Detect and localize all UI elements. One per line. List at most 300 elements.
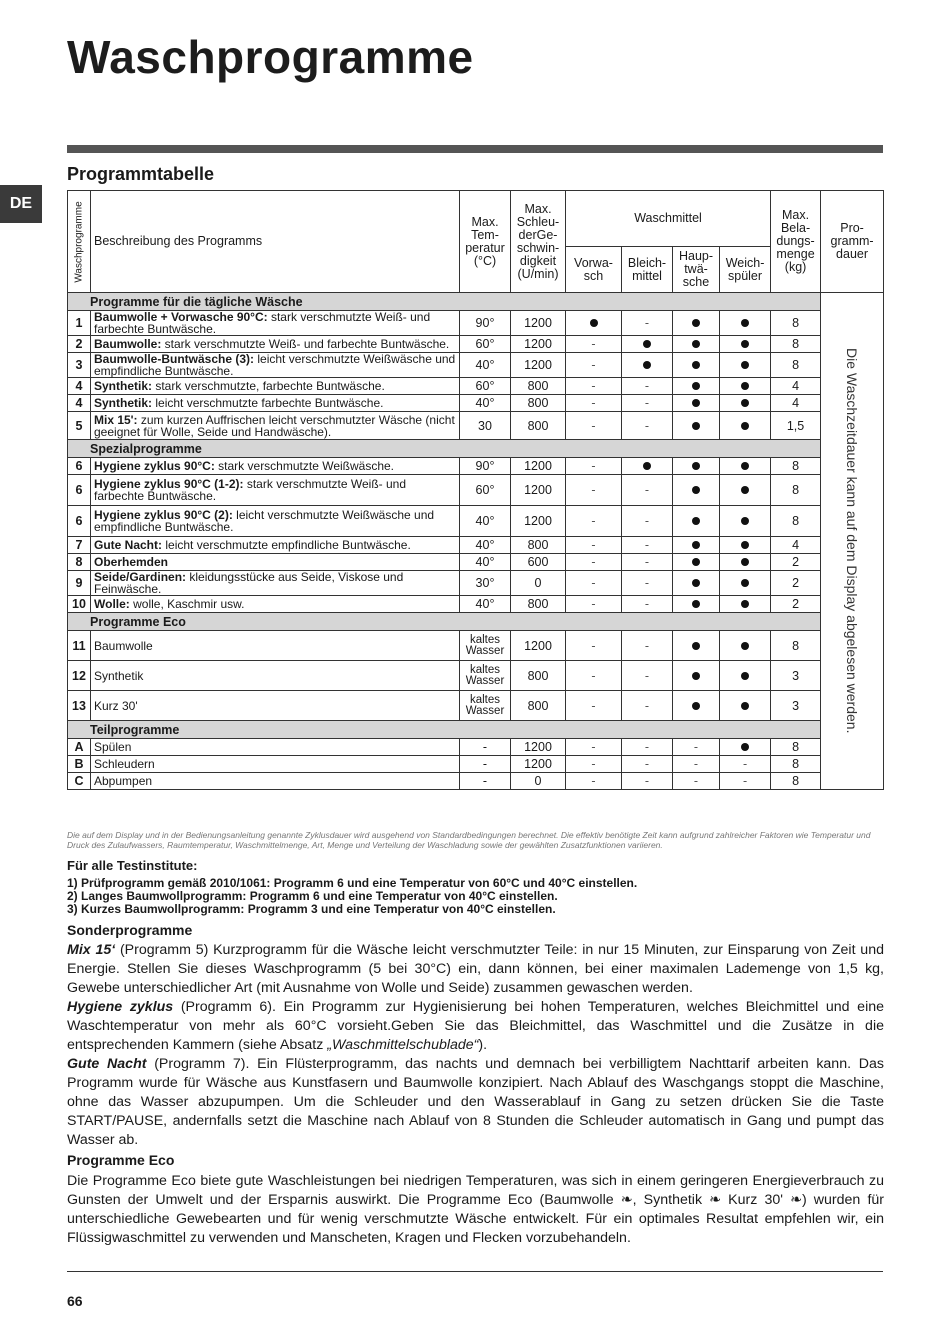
program-number: 7 — [68, 537, 91, 554]
filled-dot-icon — [692, 486, 700, 494]
load-cell: 8 — [771, 353, 821, 378]
page-number: 66 — [67, 1293, 83, 1309]
bleich-cell — [622, 661, 673, 691]
bleich-cell — [622, 631, 673, 661]
bleich-cell — [622, 506, 673, 537]
table-row — [68, 691, 884, 721]
program-number: 12 — [68, 661, 91, 691]
program-number: B — [68, 756, 91, 773]
temperature-cell: 40° — [460, 596, 511, 613]
program-description: Baumwolle-Buntwäsche (3): leicht verschmutzte Weißwäsche und empfindliche Buntwäsche. — [91, 353, 460, 378]
load-cell: 8 — [771, 311, 821, 336]
load-cell: 2 — [771, 596, 821, 613]
table-title: Programmtabelle — [67, 164, 215, 184]
temperature-cell: 40° — [460, 537, 511, 554]
spin-speed-cell: 0 — [511, 571, 566, 596]
filled-dot-icon — [692, 462, 700, 470]
spin-speed-cell: 1200 — [511, 336, 566, 353]
section-row — [68, 440, 884, 458]
dash-symbol: - — [742, 774, 748, 788]
dash-symbol: - — [591, 418, 596, 433]
test-item: 3) Kurzes Baumwollprogramm: Programm 3 und eine Temperatur von 40°C einstellen. — [67, 902, 556, 916]
bleich-cell — [622, 311, 673, 336]
program-number: A — [68, 739, 91, 756]
filled-dot-icon — [741, 382, 749, 390]
section-title: Teilprogramme — [68, 721, 821, 739]
filled-dot-icon — [692, 600, 700, 608]
top-divider — [67, 145, 883, 153]
vorwasch-cell — [566, 336, 622, 353]
load-cell: 2 — [771, 571, 821, 596]
vorwasch-cell — [566, 596, 622, 613]
dash-symbol: - — [591, 483, 596, 497]
temperature-cell: kaltes Wasser — [460, 691, 511, 721]
filled-dot-icon — [741, 558, 749, 566]
col-header-description: Beschreibung des Programms — [91, 191, 460, 293]
program-description: Synthetik — [91, 661, 460, 691]
table-row — [68, 631, 884, 661]
dash-symbol: - — [644, 774, 650, 788]
section-row — [68, 293, 884, 311]
temperature-cell: kaltes Wasser — [460, 661, 511, 691]
program-number: 6 — [68, 506, 91, 537]
table-row — [68, 596, 884, 613]
program-number: 3 — [68, 353, 91, 378]
vorwasch-cell — [566, 739, 622, 756]
dash-symbol: - — [644, 668, 650, 683]
load-cell: 3 — [771, 661, 821, 691]
bleich-cell — [622, 756, 673, 773]
dash-symbol: - — [591, 459, 596, 473]
filled-dot-icon — [692, 672, 700, 680]
dash-symbol: - — [591, 638, 596, 653]
temperature-cell: - — [460, 739, 511, 756]
load-cell: 8 — [771, 773, 821, 790]
bleich-cell — [622, 395, 673, 412]
program-number: C — [68, 773, 91, 790]
filled-dot-icon — [692, 558, 700, 566]
test-institutes-list — [67, 877, 637, 916]
weich-cell — [720, 571, 771, 596]
program-number: 10 — [68, 596, 91, 613]
filled-dot-icon — [692, 422, 700, 430]
eco-programs-heading: Programme Eco — [67, 1152, 175, 1168]
filled-dot-icon — [741, 642, 749, 650]
table-row — [68, 537, 884, 554]
program-description: Mix 15': zum kurzen Auffrischen leicht verschmutzter Wäsche (nicht geeignet für Wolle, Seide und Handwäsche). — [91, 412, 460, 440]
filled-dot-icon — [692, 702, 700, 710]
test-item: 2) Langes Baumwollprogramm: Programm 6 und eine Temperatur von 40°C einstellen. — [67, 889, 558, 903]
program-description: Hygiene zyklus 90°C (2): leicht verschmutzte Weißwäsche und empfindliche Buntwäsche. — [91, 506, 460, 537]
bleich-cell — [622, 691, 673, 721]
spin-speed-cell: 1200 — [511, 458, 566, 475]
filled-dot-icon — [741, 672, 749, 680]
program-description: Spülen — [91, 739, 460, 756]
dash-symbol: - — [644, 483, 650, 497]
filled-dot-icon — [590, 319, 598, 327]
program-description: Synthetik: stark verschmutzte, farbechte Buntwäsche. — [91, 378, 460, 395]
spin-speed-cell: 800 — [511, 412, 566, 440]
program-number: 8 — [68, 554, 91, 571]
program-description: Oberhemden — [91, 554, 460, 571]
weich-cell — [720, 554, 771, 571]
bleich-cell — [622, 596, 673, 613]
vorwasch-cell — [566, 475, 622, 506]
eco-leaf-icon: ❧ — [709, 1192, 722, 1208]
weich-cell — [720, 596, 771, 613]
eco-leaf-icon: ❧ — [790, 1192, 802, 1208]
filled-dot-icon — [741, 579, 749, 587]
spin-speed-cell: 800 — [511, 537, 566, 554]
table-row — [68, 661, 884, 691]
section-title: Programme für die tägliche Wäsche — [68, 293, 821, 311]
bleich-cell — [622, 475, 673, 506]
special-programs-heading: Sonderprogramme — [67, 922, 193, 938]
col-header-prewash: Vorwa-sch — [566, 247, 622, 293]
temperature-cell: 40° — [460, 506, 511, 537]
spin-speed-cell: 1200 — [511, 739, 566, 756]
spin-speed-cell: 800 — [511, 395, 566, 412]
dash-symbol: - — [591, 337, 596, 351]
spin-speed-cell: 1200 — [511, 506, 566, 537]
dash-symbol: - — [644, 698, 650, 713]
dash-symbol: - — [644, 316, 650, 330]
haupt-cell — [673, 739, 720, 756]
section-title: Programme Eco — [68, 613, 821, 631]
table-row — [68, 336, 884, 353]
haupt-cell — [673, 336, 720, 353]
weich-cell — [720, 311, 771, 336]
program-description: Abpumpen — [91, 773, 460, 790]
table-row — [68, 571, 884, 596]
filled-dot-icon — [741, 319, 749, 327]
test-item: 1) Prüfprogramm gemäß 2010/1061: Programm 6 und eine Temperatur von 60°C und 40°C einstellen. — [67, 876, 638, 890]
vorwasch-cell — [566, 537, 622, 554]
temperature-cell: 40° — [460, 554, 511, 571]
spin-speed-cell: 800 — [511, 378, 566, 395]
haupt-cell — [673, 571, 720, 596]
vorwasch-cell — [566, 661, 622, 691]
table-row — [68, 311, 884, 336]
weich-cell — [720, 378, 771, 395]
program-number: 6 — [68, 475, 91, 506]
program-description: Baumwolle + Vorwasche 90°C: stark verschmutzte Weiß- und farbechte Buntwäsche. — [91, 311, 460, 336]
vorwasch-cell — [566, 378, 622, 395]
table-row — [68, 739, 884, 756]
filled-dot-icon — [692, 340, 700, 348]
program-number: 1 — [68, 311, 91, 336]
dash-symbol: - — [591, 379, 596, 393]
temperature-cell: kaltes Wasser — [460, 631, 511, 661]
dash-symbol: - — [644, 379, 650, 393]
haupt-cell — [673, 311, 720, 336]
vorwasch-cell — [566, 506, 622, 537]
filled-dot-icon — [741, 541, 749, 549]
section-row — [68, 613, 884, 631]
dash-symbol: - — [591, 555, 596, 569]
dash-symbol: - — [591, 740, 596, 754]
temperature-cell: 40° — [460, 353, 511, 378]
paragraph-hygiene: Hygiene zyklus (Programm 6). Ein Programm zur Hygienisierung bei hohen Temperaturen, welches Bleichmittel und eine Waschtemperatur von mehr als 60°C vorsieht.Geben Sie das Bleichmittel, das Waschmittel und die Zusätze in die entsprechenden Kammern (siehe Absatz „Waschmittelschublade“). — [67, 999, 885, 1053]
dash-symbol: - — [644, 418, 650, 433]
table-row — [68, 756, 884, 773]
dash-symbol: - — [644, 740, 650, 754]
program-description: Baumwolle: stark verschmutzte Weiß- und farbechte Buntwäsche. — [91, 336, 460, 353]
load-cell: 8 — [771, 739, 821, 756]
dash-symbol: - — [591, 698, 596, 713]
dash-symbol: - — [591, 774, 596, 788]
bleich-cell — [622, 353, 673, 378]
duration-note-cell — [821, 293, 884, 790]
spin-speed-cell: 1200 — [511, 353, 566, 378]
temperature-cell: - — [460, 756, 511, 773]
bleich-cell — [622, 571, 673, 596]
vorwasch-cell — [566, 571, 622, 596]
temperature-cell: 60° — [460, 378, 511, 395]
table-row — [68, 378, 884, 395]
load-cell: 8 — [771, 475, 821, 506]
filled-dot-icon — [643, 361, 651, 369]
bleich-cell — [622, 537, 673, 554]
weich-cell — [720, 506, 771, 537]
spin-speed-cell: 0 — [511, 773, 566, 790]
vorwasch-cell — [566, 395, 622, 412]
dash-symbol: - — [591, 576, 596, 590]
filled-dot-icon — [692, 361, 700, 369]
dash-symbol: - — [742, 757, 748, 771]
paragraph-gute-nacht: Gute Nacht (Programm 7). Ein Flüsterprogramm, das nachts und demnach bei verbilligtem Nachttarif arbeiten kann. Das Programm wurde für Wäsche aus Kunstfasern und Baumwolle konzipiert. Nach Ablauf des Waschgangs stoppt die Maschine, ohne das Wasser abzupumpen. Um die Schleuder und den Wasserablauf in Gang zu setzen drücken Sie die Taste START/PAUSE, andernfalls setzt die Maschine nach Ablauf von 8 Stunden die Schleuder automatisch in Gang und pumpt das Wasser ab. — [67, 1056, 884, 1148]
dash-symbol: - — [644, 514, 650, 528]
haupt-cell — [673, 773, 720, 790]
program-description: Gute Nacht: leicht verschmutzte empfindliche Buntwäsche. — [91, 537, 460, 554]
temperature-cell: 60° — [460, 475, 511, 506]
filled-dot-icon — [741, 361, 749, 369]
program-description: Hygiene zyklus 90°C (1-2): stark verschmutzte Weiß- und farbechte Buntwäsche. — [91, 475, 460, 506]
spin-speed-cell: 1200 — [511, 311, 566, 336]
program-number: 6 — [68, 458, 91, 475]
program-description: Seide/Gardinen: kleidungsstücke aus Seide, Viskose und Feinwäsche. — [91, 571, 460, 596]
weich-cell — [720, 756, 771, 773]
program-number: 4 — [68, 378, 91, 395]
program-description: Wolle: wolle, Kaschmir usw. — [91, 596, 460, 613]
dash-symbol: - — [644, 555, 650, 569]
spin-speed-cell: 1200 — [511, 756, 566, 773]
load-cell: 8 — [771, 506, 821, 537]
page-title: Waschprogramme — [67, 31, 474, 83]
weich-cell — [720, 353, 771, 378]
weich-cell — [720, 458, 771, 475]
load-cell: 4 — [771, 395, 821, 412]
vorwasch-cell — [566, 554, 622, 571]
program-number: 9 — [68, 571, 91, 596]
weich-cell — [720, 336, 771, 353]
filled-dot-icon — [741, 600, 749, 608]
program-description: Synthetik: leicht verschmutzte farbechte Buntwäsche. — [91, 395, 460, 412]
haupt-cell — [673, 458, 720, 475]
haupt-cell — [673, 691, 720, 721]
table-row — [68, 554, 884, 571]
dash-symbol: - — [644, 538, 650, 552]
filled-dot-icon — [692, 642, 700, 650]
haupt-cell — [673, 596, 720, 613]
weich-cell — [720, 691, 771, 721]
haupt-cell — [673, 631, 720, 661]
load-cell: 2 — [771, 554, 821, 571]
program-description: Schleudern — [91, 756, 460, 773]
dash-symbol: - — [591, 514, 596, 528]
dash-symbol: - — [591, 538, 596, 552]
temperature-cell: 90° — [460, 458, 511, 475]
dash-symbol: - — [644, 396, 650, 410]
haupt-cell — [673, 756, 720, 773]
table-row — [68, 506, 884, 537]
program-number: 2 — [68, 336, 91, 353]
program-table — [67, 190, 884, 790]
dash-symbol: - — [644, 576, 650, 590]
program-description: Kurz 30' — [91, 691, 460, 721]
program-number: 11 — [68, 631, 91, 661]
dash-symbol: - — [591, 396, 596, 410]
col-header-load: Max. Bela-dungs-menge (kg) — [771, 191, 821, 293]
filled-dot-icon — [741, 340, 749, 348]
bleich-cell — [622, 412, 673, 440]
dash-symbol: - — [591, 597, 596, 611]
weich-cell — [720, 412, 771, 440]
program-number: 5 — [68, 412, 91, 440]
haupt-cell — [673, 661, 720, 691]
table-row — [68, 475, 884, 506]
spin-speed-cell: 800 — [511, 691, 566, 721]
dash-symbol: - — [591, 358, 596, 372]
table-row — [68, 395, 884, 412]
temperature-cell: 90° — [460, 311, 511, 336]
dash-symbol: - — [693, 774, 699, 788]
filled-dot-icon — [692, 579, 700, 587]
load-cell: 8 — [771, 458, 821, 475]
filled-dot-icon — [692, 319, 700, 327]
load-cell: 8 — [771, 336, 821, 353]
temperature-cell: 60° — [460, 336, 511, 353]
temperature-cell: - — [460, 773, 511, 790]
program-table-body — [68, 293, 884, 790]
weich-cell — [720, 661, 771, 691]
weich-cell — [720, 773, 771, 790]
load-cell: 4 — [771, 378, 821, 395]
dash-symbol: - — [693, 740, 699, 754]
dash-symbol: - — [591, 757, 596, 771]
filled-dot-icon — [741, 399, 749, 407]
filled-dot-icon — [741, 422, 749, 430]
vorwasch-cell — [566, 631, 622, 661]
filled-dot-icon — [643, 462, 651, 470]
dash-symbol: - — [644, 638, 650, 653]
paragraph-mix15: Mix 15‘ (Programm 5) Kurzprogramm für die Wäsche leicht verschmutzter Teile: in nur 15 Minuten, zur Einsparung von Zeit und Energie. Stellen Sie dieses Waschprogramm (5 bei 30°C) ein, dann können, bei einer maximalen Lademenge von 1,5 kg, Gewebe unterschiedlicher Art (mit Ausnahme von Wolle und Seide) zusammen gewaschen werden. — [67, 942, 884, 996]
weich-cell — [720, 537, 771, 554]
haupt-cell — [673, 353, 720, 378]
spin-speed-cell: 1200 — [511, 631, 566, 661]
vorwasch-cell — [566, 311, 622, 336]
col-header-detergent: Waschmittel — [566, 191, 771, 247]
section-title: Spezialprogramme — [68, 440, 821, 458]
col-header-mainwash: Haup-twä-sche — [673, 247, 720, 293]
vorwasch-cell — [566, 773, 622, 790]
vorwasch-cell — [566, 353, 622, 378]
special-programs-text — [67, 941, 884, 1150]
filled-dot-icon — [643, 340, 651, 348]
col-header-duration: Pro-gramm-dauer — [821, 191, 884, 293]
bottom-divider — [67, 1271, 883, 1272]
haupt-cell — [673, 412, 720, 440]
filled-dot-icon — [692, 399, 700, 407]
load-cell: 3 — [771, 691, 821, 721]
spin-speed-cell: 600 — [511, 554, 566, 571]
vorwasch-cell — [566, 756, 622, 773]
spin-speed-cell: 800 — [511, 596, 566, 613]
col-header-softener: Weich-spüler — [720, 247, 771, 293]
duration-note: Die Waschzeitdauer kann auf dem Display abgelesen werden. — [844, 348, 861, 734]
table-row — [68, 773, 884, 790]
filled-dot-icon — [741, 743, 749, 751]
weich-cell — [720, 631, 771, 661]
filled-dot-icon — [741, 517, 749, 525]
temperature-cell: 30 — [460, 412, 511, 440]
haupt-cell — [673, 506, 720, 537]
col-header-bleach: Bleich-mittel — [622, 247, 673, 293]
filled-dot-icon — [692, 382, 700, 390]
program-description: Baumwolle — [91, 631, 460, 661]
vorwasch-cell — [566, 691, 622, 721]
bleich-cell — [622, 378, 673, 395]
dash-symbol: - — [591, 668, 596, 683]
haupt-cell — [673, 378, 720, 395]
dash-symbol: - — [644, 597, 650, 611]
table-row — [68, 353, 884, 378]
col-header-spin-speed: Max. Schleu-derGe-schwin-digkeit (U/min) — [511, 191, 566, 293]
filled-dot-icon — [741, 702, 749, 710]
col-header-temperature: Max. Tem-peratur (°C) — [460, 191, 511, 293]
load-cell: 1,5 — [771, 412, 821, 440]
load-cell: 4 — [771, 537, 821, 554]
table-row — [68, 412, 884, 440]
language-tab: DE — [0, 185, 42, 223]
weich-cell — [720, 739, 771, 756]
weich-cell — [720, 475, 771, 506]
filled-dot-icon — [692, 517, 700, 525]
eco-programs-text: Die Programme Eco biete gute Waschleistungen bei niedrigen Temperaturen, was sich in einem geringeren Energieverbrauch zu Gunsten der Umwelt und der Ersparnis auswirkt. Die Programme Eco (Baumwolle ❧, Synthetik ❧ Kurz 30' ❧) wurden für unterschiedliche Gewebearten und für wenig verschmutzte Wäsche entwickelt. Für ein optimales Resultat empfehlen wir, ein Flüssigwaschmittel zu verwenden und Manscheten, Kragen und Flecken vorzubehandeln. — [67, 1173, 884, 1246]
temperature-cell: 30° — [460, 571, 511, 596]
filled-dot-icon — [692, 541, 700, 549]
vorwasch-cell — [566, 458, 622, 475]
table-row — [68, 458, 884, 475]
filled-dot-icon — [741, 462, 749, 470]
load-cell: 8 — [771, 756, 821, 773]
test-institutes-heading: Für alle Testinstitute: — [67, 858, 198, 873]
dash-symbol: - — [693, 757, 699, 771]
weich-cell — [720, 395, 771, 412]
vorwasch-cell — [566, 412, 622, 440]
haupt-cell — [673, 395, 720, 412]
haupt-cell — [673, 537, 720, 554]
program-number: 13 — [68, 691, 91, 721]
haupt-cell — [673, 554, 720, 571]
dash-symbol: - — [644, 757, 650, 771]
bleich-cell — [622, 773, 673, 790]
filled-dot-icon — [741, 486, 749, 494]
col-header-program: Waschprogramme — [68, 191, 91, 293]
haupt-cell — [673, 475, 720, 506]
spin-speed-cell: 1200 — [511, 475, 566, 506]
eco-leaf-icon: ❧ — [620, 1192, 633, 1208]
